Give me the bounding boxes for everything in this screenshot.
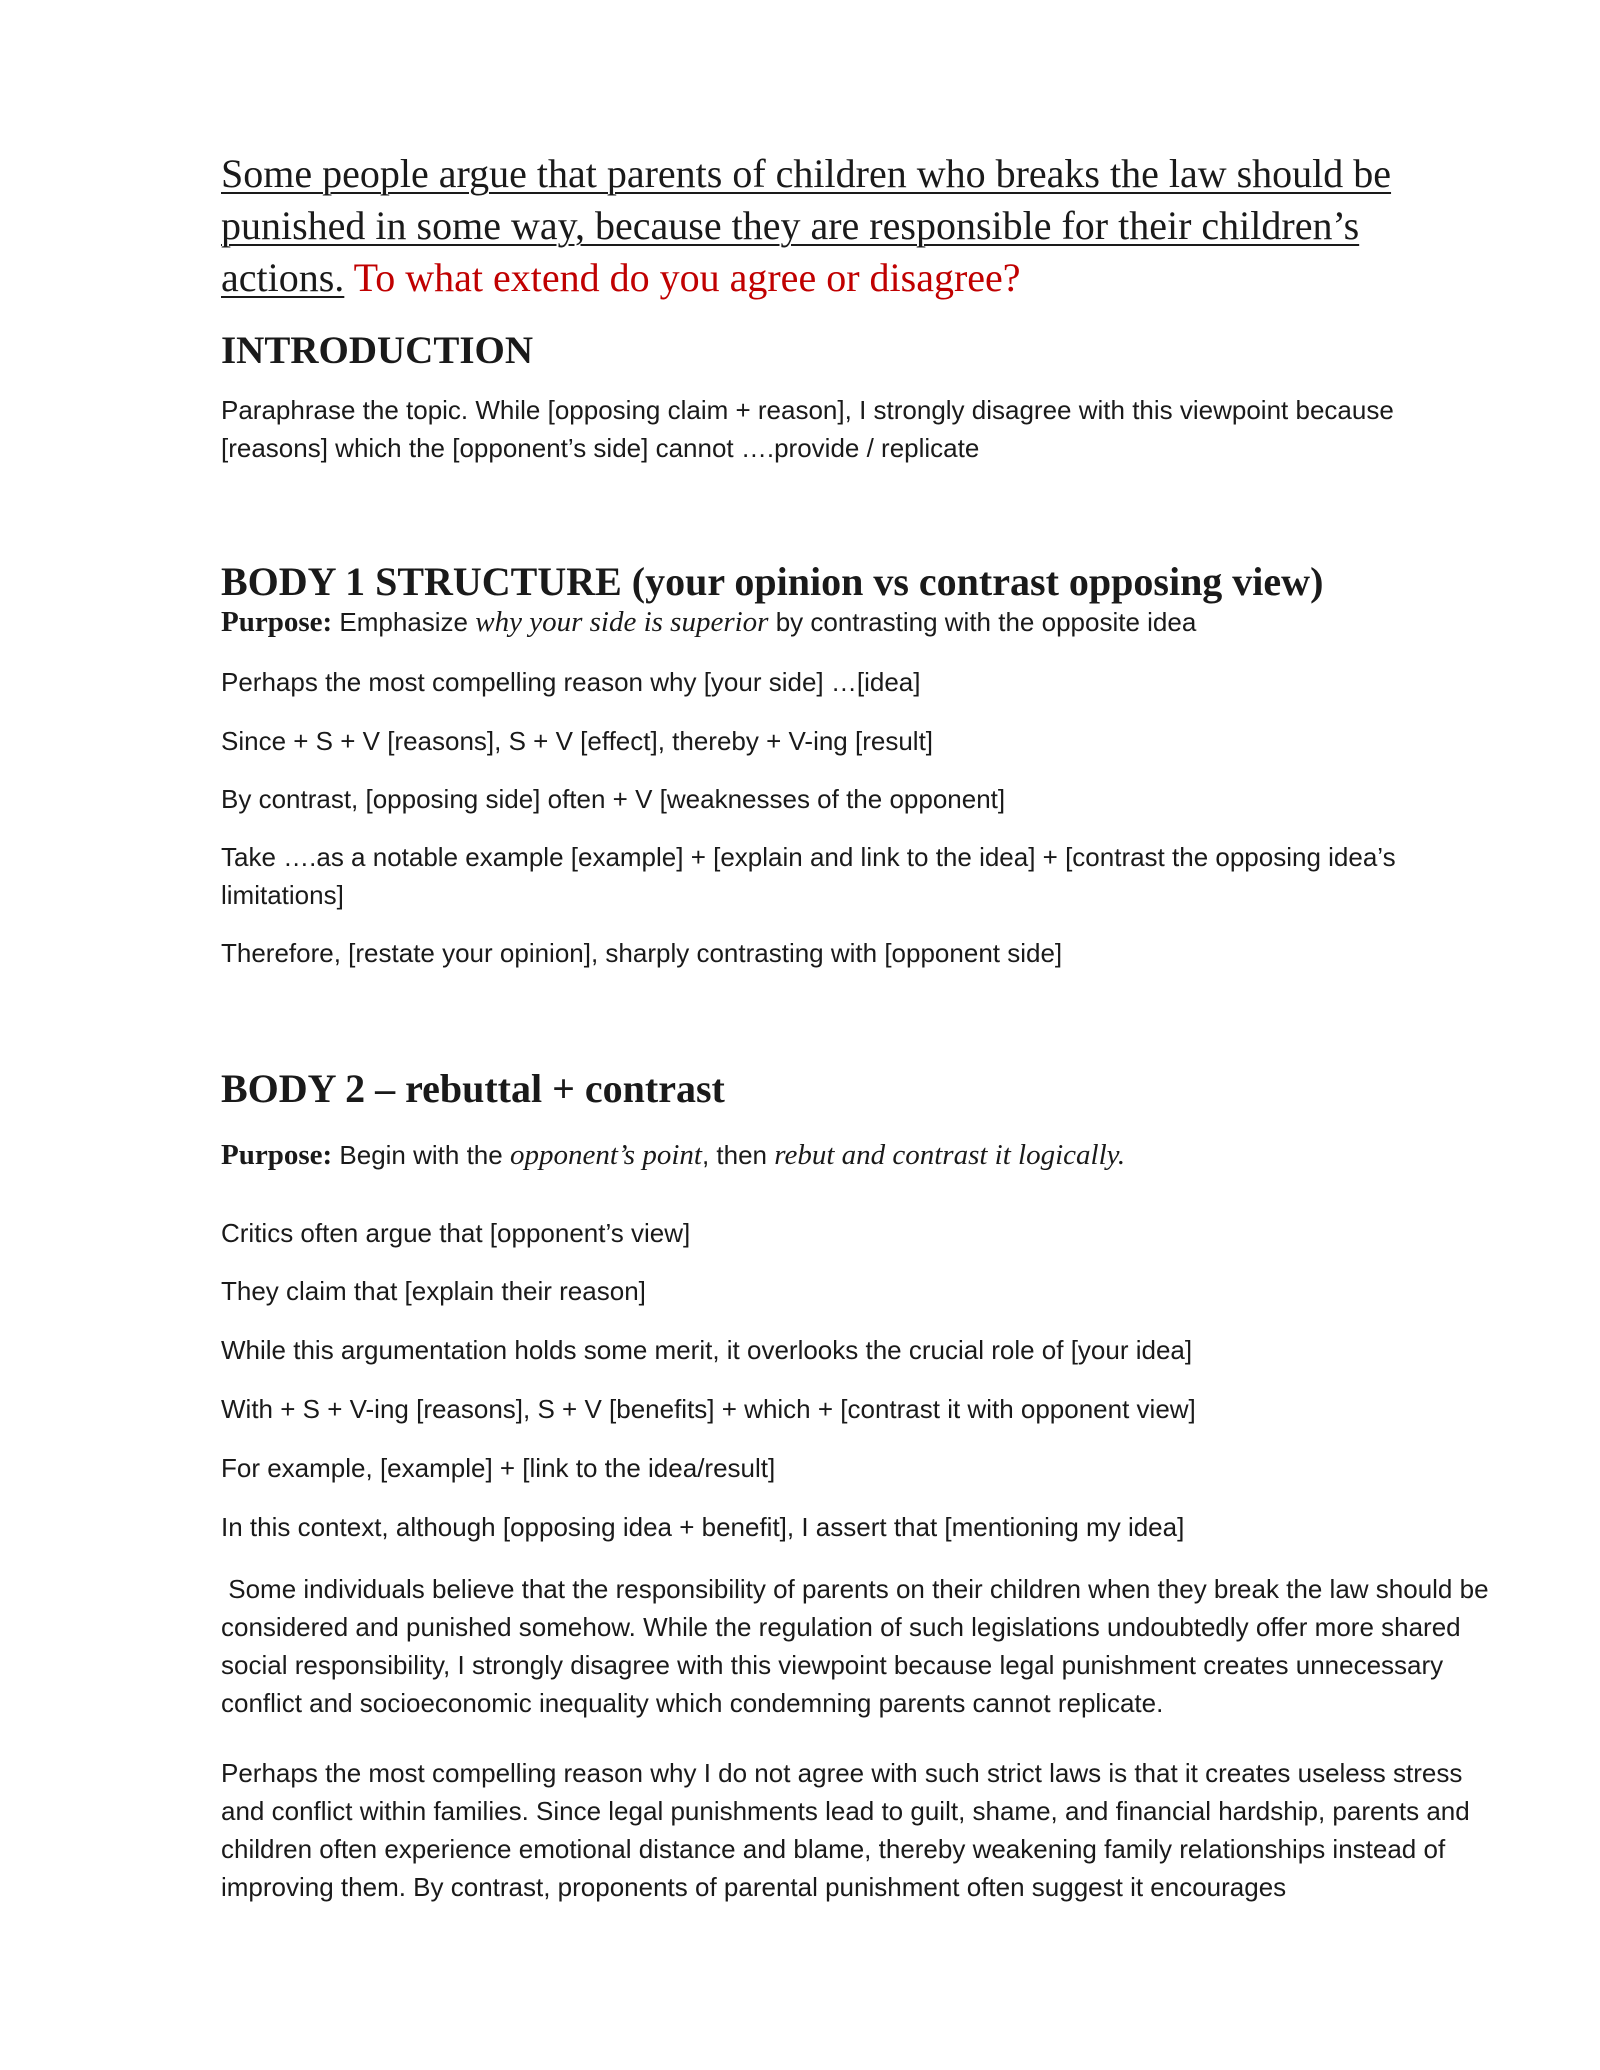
body1-purpose-emphasis: why your side is superior xyxy=(475,606,769,638)
body1-line: By contrast, [opposing side] often + V [weaknesses of the opponent] xyxy=(221,784,1006,814)
introduction-heading: INTRODUCTION xyxy=(221,329,534,372)
body1-purpose xyxy=(221,603,1491,641)
body2-line: In this context, although [opposing idea + benefit], I assert that [mentioning my idea] xyxy=(221,1512,1185,1542)
body1-line: Take ….as a notable example [example] + [explain and link to the idea] + [contrast the opposing idea’s limitations] xyxy=(221,842,1396,910)
body2-purpose-text-mid: , then xyxy=(701,1140,775,1170)
body1-line: Perhaps the most compelling reason why [your side] …[idea] xyxy=(221,667,921,697)
body2-heading: BODY 2 – rebuttal + contrast xyxy=(221,1066,725,1111)
body2-purpose-text: Begin with the xyxy=(332,1140,510,1170)
essay-paragraph: Some individuals believe that the responsibility of parents on their children when they break the law should be considered and punished somehow. While the regulation of such legislations undoubtedly offer more shared social responsibility, I strongly disagree with this viewpoint because legal punishment creates unnecessary conflict and socioeconomic inequality which condemning parents cannot replicate. xyxy=(221,1574,1496,1718)
body1-purpose-text-end: by contrasting with the opposite idea xyxy=(768,607,1197,637)
body2-line: Critics often argue that [opponent’s view] xyxy=(221,1218,691,1248)
body2-purpose-emphasis: rebut and contrast it logically. xyxy=(774,1139,1126,1171)
prompt-statement: Some people argue that parents of children who breaks the law should be punished in some way, because they are responsible for their children’s actions. xyxy=(221,151,1392,300)
introduction-template: Paraphrase the topic. While [opposing claim + reason], I strongly disagree with this viewpoint because [reasons] which the [opponent’s side] cannot ….provide / replicate xyxy=(221,395,1394,463)
body2-purpose-emphasis: opponent’s point xyxy=(509,1139,702,1171)
body2-purpose-label: Purpose: xyxy=(221,1139,333,1171)
body1-line: Therefore, [restate your opinion], sharply contrasting with [opponent side] xyxy=(221,938,1063,968)
body1-purpose-label: Purpose: xyxy=(221,606,333,638)
body1-line: Since + S + V [reasons], S + V [effect], thereby + V-ing [result] xyxy=(221,726,934,756)
body2-line: While this argumentation holds some merit, it overlooks the crucial role of [your idea] xyxy=(221,1335,1193,1365)
essay-prompt xyxy=(221,148,1491,304)
body2-purpose xyxy=(221,1136,1491,1174)
body2-line: For example, [example] + [link to the idea/result] xyxy=(221,1453,776,1483)
essay-paragraph: Perhaps the most compelling reason why I do not agree with such strict laws is that it creates useless stress and conflict within families. Since legal punishments lead to guilt, shame, and financial hardship, parents and children often experience emotional distance and blame, thereby weakening family relationships instead of improving them. By contrast, proponents of parental punishment often suggest it encourages xyxy=(221,1758,1470,1902)
body2-line: They claim that [explain their reason] xyxy=(221,1276,646,1306)
body2-line: With + S + V-ing [reasons], S + V [benefits] + which + [contrast it with opponent view] xyxy=(221,1394,1196,1424)
prompt-question: To what extend do you agree or disagree? xyxy=(353,255,1021,300)
body1-heading: BODY 1 STRUCTURE (your opinion vs contrast opposing view) xyxy=(221,559,1324,604)
body1-purpose-text: Emphasize xyxy=(332,607,476,637)
